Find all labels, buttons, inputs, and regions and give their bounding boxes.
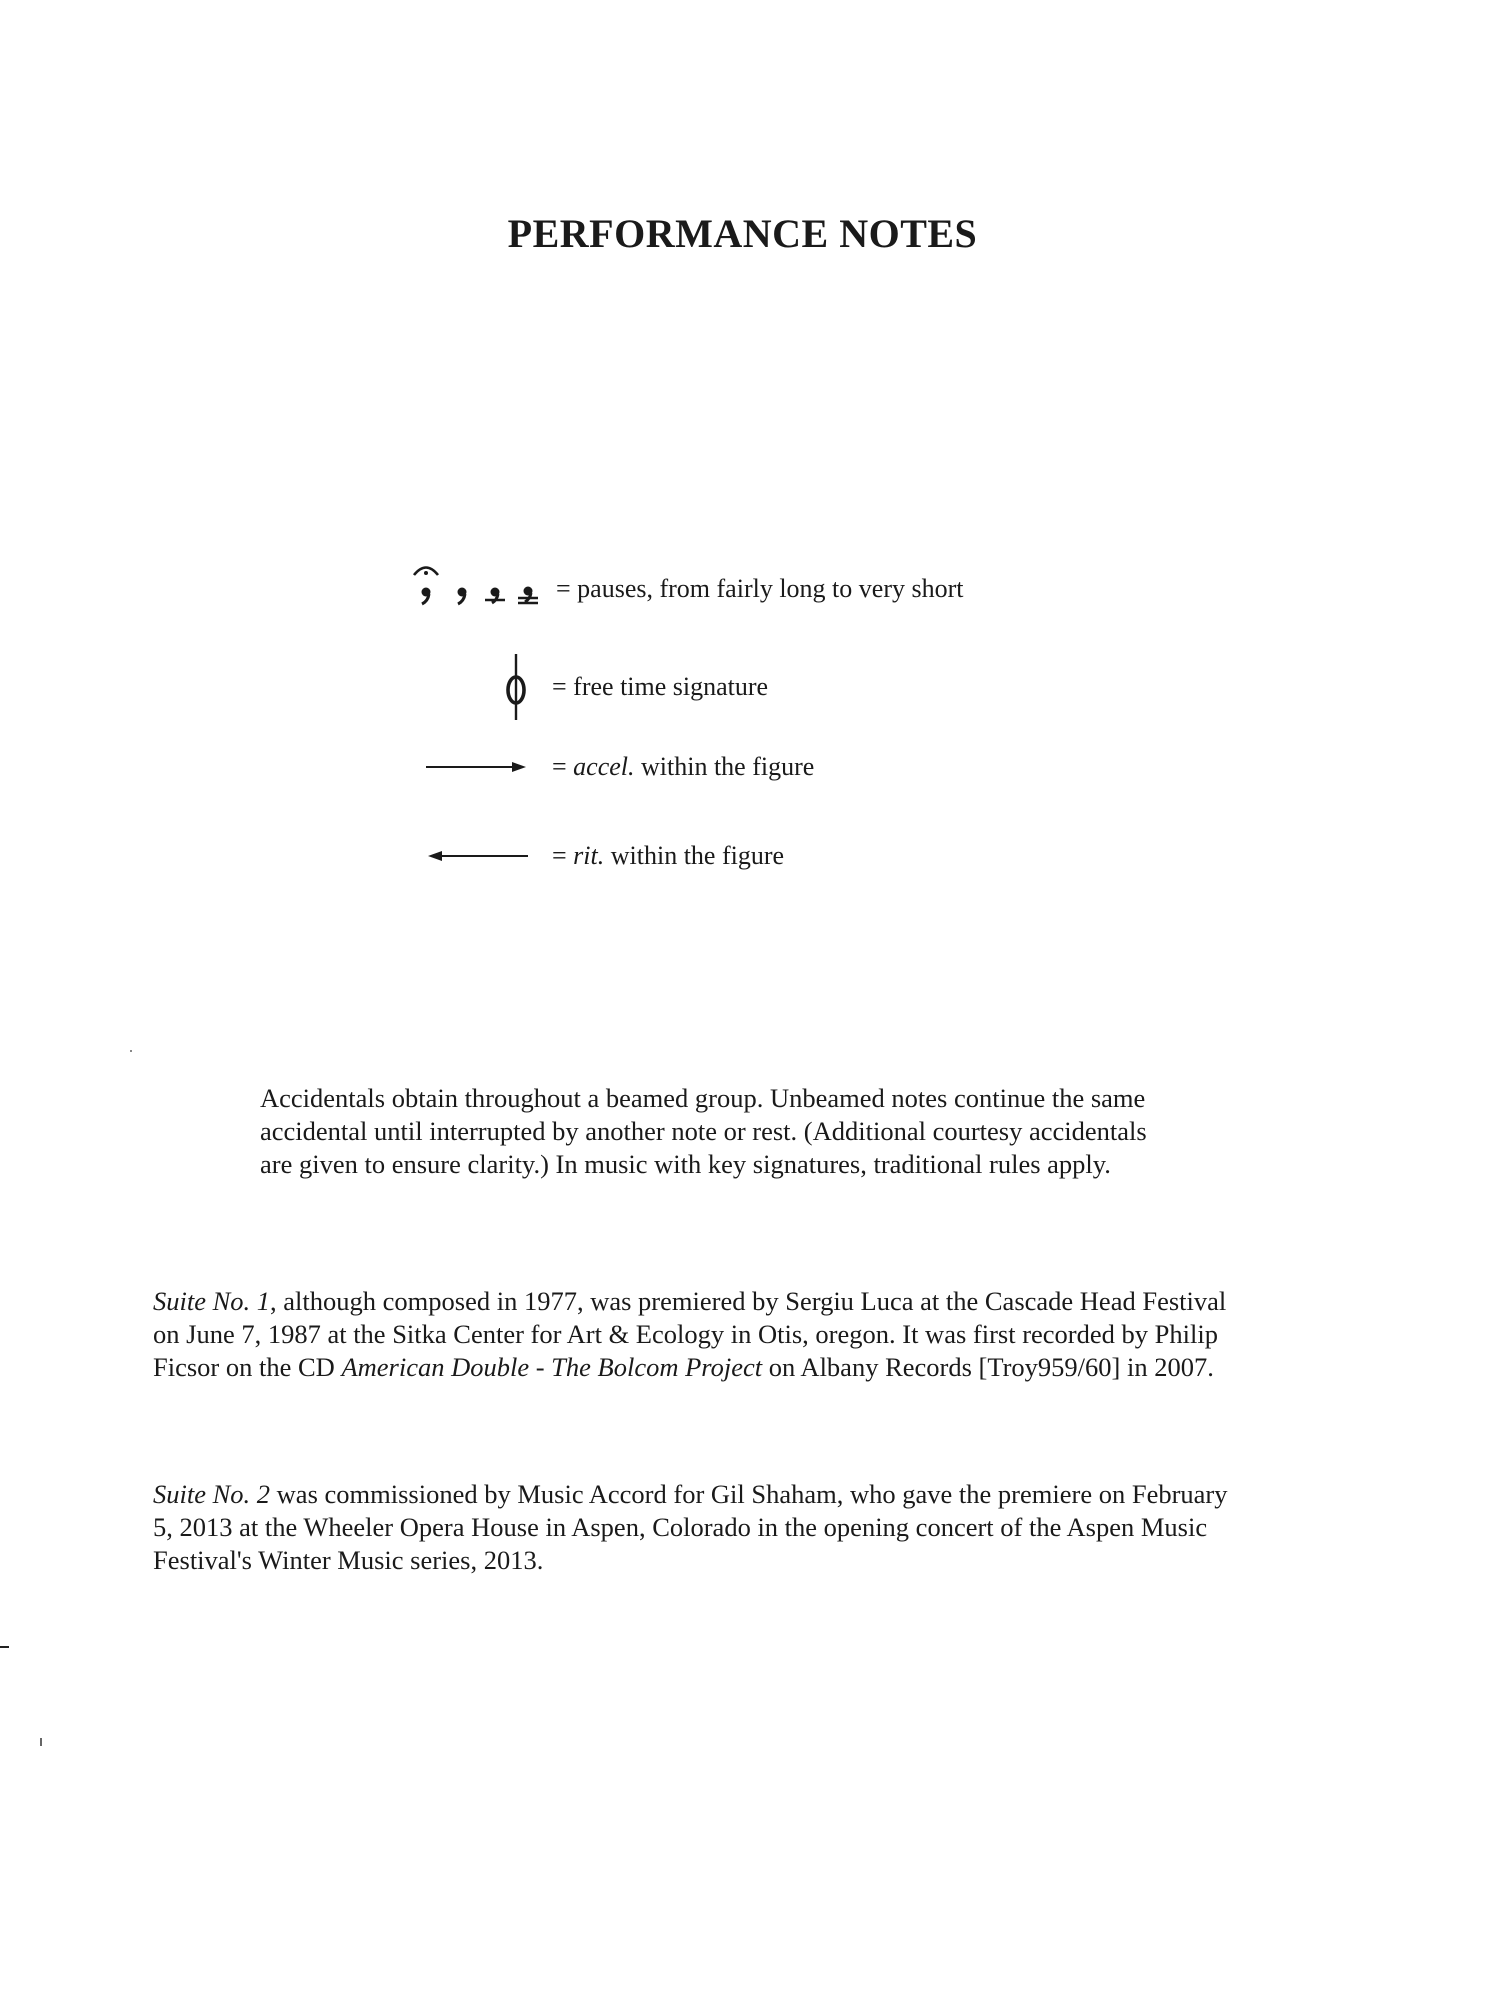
equals-sign: = bbox=[552, 752, 567, 781]
right-arrow-icon bbox=[424, 748, 528, 788]
paragraph-line: 5, 2013 at the Wheeler Opera House in Aspen, Colorado in the opening concert of the Aspen Music bbox=[153, 1512, 1208, 1542]
suite-1-text: Ficsor on the CD bbox=[153, 1352, 342, 1382]
legend-description bbox=[552, 672, 768, 702]
equals-sign: = bbox=[552, 672, 567, 701]
page-title: PERFORMANCE NOTES bbox=[507, 211, 978, 256]
scan-mark bbox=[0, 1646, 9, 1648]
legend-description bbox=[552, 841, 784, 871]
cd-title: American Double - The Bolcom Project bbox=[341, 1352, 763, 1382]
suite-1-text: on Albany Records [Troy959/60] in 2007. bbox=[762, 1352, 1214, 1382]
rit-description: within the figure bbox=[610, 841, 785, 870]
legend-row-free-time bbox=[0, 652, 1485, 712]
paragraph-line: accidental until interrupted by another note or rest. (Additional courtesy accidentals bbox=[260, 1116, 1147, 1146]
left-arrow-icon bbox=[426, 837, 530, 877]
legend-row-pauses bbox=[0, 558, 1485, 618]
pauses-description: pauses, from fairly long to very short bbox=[577, 574, 964, 603]
suite-1-title: Suite No. 1 bbox=[153, 1286, 271, 1316]
paragraph-line bbox=[153, 1351, 1226, 1384]
legend-row-accel bbox=[0, 740, 1485, 800]
accidentals-paragraph bbox=[260, 1082, 1147, 1181]
equals-sign: = bbox=[552, 841, 567, 870]
equals-sign: = bbox=[556, 574, 571, 603]
legend-description bbox=[552, 752, 814, 782]
paragraph-line bbox=[153, 1285, 1226, 1318]
scan-mark bbox=[130, 1050, 132, 1052]
suite-2-title: Suite No. 2 bbox=[153, 1479, 271, 1509]
scan-mark bbox=[40, 1738, 42, 1746]
rit-term: rit. bbox=[573, 841, 605, 870]
free-time-signature-icon bbox=[496, 652, 536, 722]
legend-description bbox=[556, 574, 963, 604]
paragraph-line: on June 7, 1987 at the Sitka Center for Art & Ecology in Otis, oregon. It was first recorded by Philip bbox=[153, 1319, 1218, 1349]
paragraph-line: Accidentals obtain throughout a beamed group. Unbeamed notes continue the same bbox=[260, 1083, 1146, 1113]
suite-1-paragraph bbox=[153, 1285, 1226, 1384]
accel-term: accel. bbox=[573, 752, 635, 781]
accel-description: within the figure bbox=[641, 752, 815, 781]
pause-marks-icon bbox=[412, 558, 562, 618]
paragraph-line: are given to ensure clarity.) In music with key signatures, traditional rules apply. bbox=[260, 1149, 1111, 1179]
paragraph-line bbox=[153, 1478, 1228, 1511]
paragraph-line: Festival's Winter Music series, 2013. bbox=[153, 1545, 544, 1575]
legend-row-rit bbox=[0, 830, 1485, 890]
suite-1-text: , although composed in 1977, was premiered by Sergiu Luca at the Cascade Head Festival bbox=[270, 1286, 1227, 1316]
free-time-description: free time signature bbox=[573, 672, 769, 701]
suite-2-paragraph bbox=[153, 1478, 1228, 1577]
suite-2-text: was commissioned by Music Accord for Gil Shaham, who gave the premiere on February bbox=[270, 1479, 1228, 1509]
